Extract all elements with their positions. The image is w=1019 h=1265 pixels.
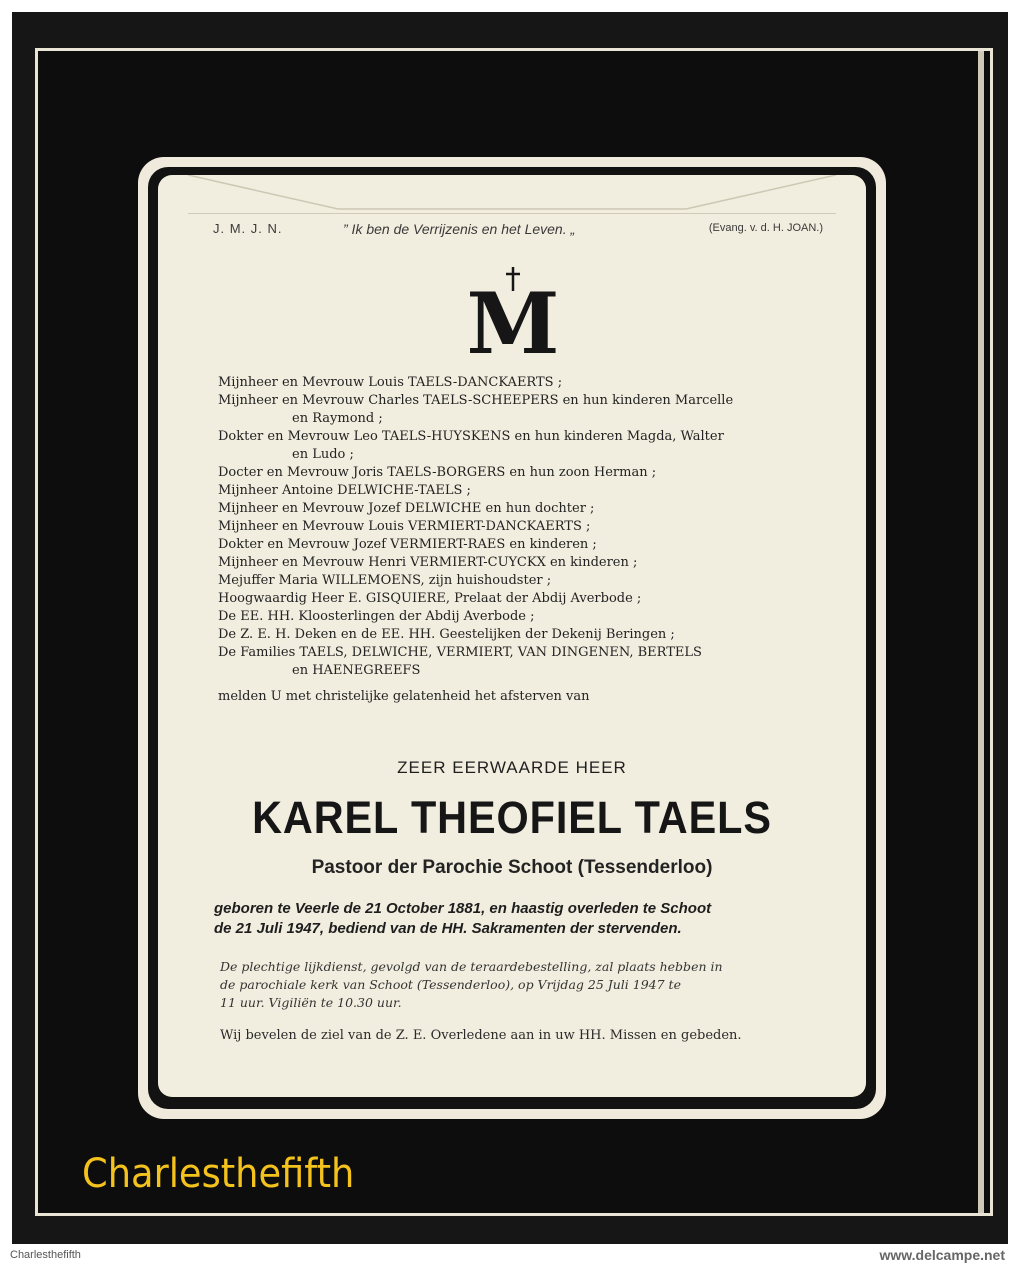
mourner-line [218,518,822,536]
mourner-text: Dokter en Mevrouw Jozef VERMIERT-RAES en kinderen ; [218,537,597,552]
mourner-line [218,590,822,608]
mourner-line [218,428,822,464]
mourner-line [218,572,822,590]
header-quote: ” Ik ben de Verrijzenis en het Leven. „ [343,221,576,237]
mourner-text: Mijnheer en Mevrouw Charles TAELS-SCHEEPERS en hun kinderen Marcelle [218,393,734,408]
mourner-text: Mijnheer en Mevrouw Louis TAELS-DANCKAERTS ; [218,375,563,390]
mourner-line [218,536,822,554]
mourner-line [218,644,822,680]
marian-monogram-icon [465,267,561,359]
mourner-line [218,608,822,626]
mourner-text: De EE. HH. Kloosterlingen der Abdij Averbode ; [218,609,535,624]
birth-line: geboren te Veerle de 21 October 1881, en haastig overleden te Schoot [214,900,712,917]
footer-site-link[interactable]: www.delcampe.net [879,1247,1005,1263]
announcement-line: melden U met christelijke gelatenheid het afsterven van [218,689,590,704]
mourner-text: Mejuffer Maria WILLEMOENS, zijn huishoudster ; [218,573,552,588]
mourner-text: Mijnheer Antoine DELWICHE-TAELS ; [218,483,471,498]
mourner-line [218,482,822,500]
mourner-text-continued: en Ludo ; [292,447,354,462]
quote-source: (Evang. v. d. H. JOAN.) [708,222,823,234]
mourner-text-continued: en HAENEGREEFS [292,663,421,678]
footer-seller-name: Charlesthefifth [10,1249,81,1261]
death-line: de 21 Juli 1947, bediend van de HH. Sakramenten der stervenden. [214,920,682,937]
envelope-fold [188,175,836,214]
mourner-text: De Families TAELS, DELWICHE, VERMIERT, VAN DINGENEN, BERTELS [218,645,702,660]
mourner-text: De Z. E. H. Deken en de EE. HH. Geestelijken der Dekenij Beringen ; [218,627,675,642]
mourner-text: Mijnheer en Mevrouw Louis VERMIERT-DANCKAERTS ; [218,519,591,534]
mourning-card [158,175,866,1097]
mourner-text: Docter en Mevrouw Joris TAELS-BORGERS en hun zoon Herman ; [218,465,657,480]
funeral-line-1: De plechtige lijkdienst, gevolgd van de teraardebestelling, zal plaats hebben in [220,959,723,974]
mourner-text-continued: en Raymond ; [292,411,383,426]
mourner-line [218,374,822,392]
funeral-line-2: de parochiale kerk van Schoot (Tessenderloo), op Vrijdag 25 Juli 1947 te [220,977,681,992]
mourners-list [218,374,822,706]
mourner-text: Mijnheer en Mevrouw Henri VERMIERT-CUYCKX en kinderen ; [218,555,638,570]
mourner-line [218,554,822,572]
seller-watermark: Charlesthefifth [82,1151,355,1197]
funeral-line-3: 11 uur. Vigiliën te 10.30 uur. [220,995,402,1010]
deceased-title: ZEER EERWAARDE HEER [397,758,627,777]
mourner-line [218,500,822,518]
mourner-line [218,464,822,482]
jmjn-text: J. M. J. N. [213,221,283,236]
monogram-letter: M [466,274,560,359]
mourner-line [218,626,822,644]
deceased-office: Pastoor der Parochie Schoot (Tessenderloo) [311,857,713,878]
deceased-name: KAREL THEOFIEL TAELS [252,792,772,843]
mourner-text: Mijnheer en Mevrouw Jozef DELWICHE en hun dochter ; [218,501,595,516]
mourner-line [218,392,822,428]
birth-death-details [214,899,824,939]
prayer-request: Wij bevelen de ziel van de Z. E. Overledene aan in uw HH. Missen en gebeden. [220,1028,742,1043]
card-header [213,221,823,241]
mourner-text: Hoogwaardig Heer E. GISQUIERE, Prelaat der Abdij Averbode ; [218,591,642,606]
mourner-text: Dokter en Mevrouw Leo TAELS-HUYSKENS en hun kinderen Magda, Walter [218,429,724,444]
funeral-details [220,958,824,1012]
